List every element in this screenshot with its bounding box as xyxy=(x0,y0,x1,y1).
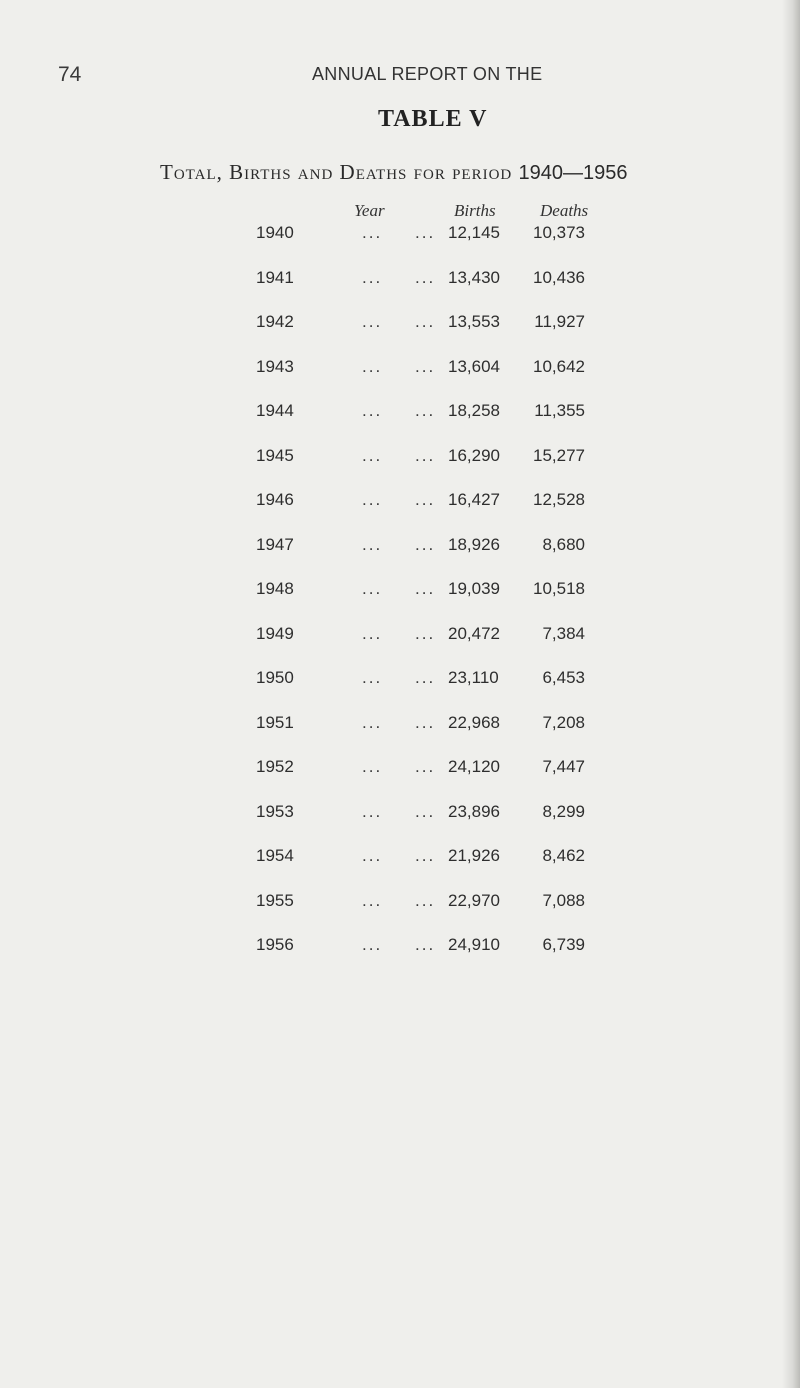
deaths-cell: 7,384 xyxy=(542,623,585,643)
leader-dots: ... xyxy=(415,534,436,554)
page-number: 74 xyxy=(58,63,82,86)
births-cell: 23,896 xyxy=(448,801,500,821)
year-cell: 1941 xyxy=(256,267,294,287)
leader-dots: ... xyxy=(415,312,436,331)
table-row xyxy=(0,445,800,490)
table-row xyxy=(0,489,800,534)
leader-dots: ... xyxy=(415,846,436,865)
table-row xyxy=(0,356,800,401)
leader-dots: ... xyxy=(415,935,436,954)
deaths-cell: 8,680 xyxy=(542,534,585,554)
births-cell: 13,553 xyxy=(448,312,500,331)
deaths-cell: 10,436 xyxy=(533,267,585,287)
data-table-body xyxy=(0,222,800,979)
deaths-cell: 11,927 xyxy=(534,312,585,331)
leader-dots: ... xyxy=(415,623,436,643)
leader-dots: ... xyxy=(362,935,383,954)
births-cell: 21,926 xyxy=(448,846,500,865)
deaths-cell: 7,208 xyxy=(542,712,585,732)
births-cell: 22,970 xyxy=(448,890,500,910)
leader-dots: ... xyxy=(362,267,383,287)
deaths-cell: 8,462 xyxy=(542,846,585,865)
leader-dots: ... xyxy=(362,801,383,821)
table-row xyxy=(0,934,800,979)
leader-dots: ... xyxy=(415,801,436,821)
leader-dots: ... xyxy=(415,579,436,598)
table-row xyxy=(0,578,800,623)
column-header-deaths: Deaths xyxy=(540,201,589,220)
year-cell: 1944 xyxy=(256,401,294,420)
deaths-cell: 15,277 xyxy=(533,445,585,465)
deaths-cell: 8,299 xyxy=(542,801,585,821)
year-cell: 1951 xyxy=(256,712,294,732)
year-cell: 1954 xyxy=(256,846,294,865)
leader-dots: ... xyxy=(362,846,383,865)
deaths-cell: 10,373 xyxy=(533,223,585,242)
deaths-cell: 7,088 xyxy=(542,890,585,910)
year-cell: 1940 xyxy=(256,223,294,242)
year-cell: 1943 xyxy=(256,356,294,376)
births-cell: 18,258 xyxy=(448,401,500,420)
leader-dots: ... xyxy=(362,668,383,687)
leader-dots: ... xyxy=(415,445,436,465)
caption-text: Total, Births and Deaths for period xyxy=(160,160,513,184)
leader-dots: ... xyxy=(362,401,383,420)
births-cell: 13,430 xyxy=(448,267,500,287)
year-cell: 1948 xyxy=(256,579,294,598)
births-cell: 16,427 xyxy=(448,490,500,509)
leader-dots: ... xyxy=(415,490,436,509)
leader-dots: ... xyxy=(415,712,436,732)
deaths-cell: 11,355 xyxy=(534,401,585,420)
births-cell: 20,472 xyxy=(448,623,500,643)
leader-dots: ... xyxy=(362,356,383,376)
births-cell: 12,145 xyxy=(448,223,500,242)
year-cell: 1942 xyxy=(256,312,294,331)
deaths-cell: 7,447 xyxy=(542,757,585,776)
table-row xyxy=(0,222,800,267)
leader-dots: ... xyxy=(415,356,436,376)
table-row xyxy=(0,801,800,846)
births-cell: 18,926 xyxy=(448,534,500,554)
leader-dots: ... xyxy=(415,890,436,910)
births-cell: 19,039 xyxy=(448,579,500,598)
year-cell: 1947 xyxy=(256,534,294,554)
column-header-year: Year xyxy=(354,201,385,220)
leader-dots: ... xyxy=(362,890,383,910)
column-header-births: Births xyxy=(454,201,496,220)
table-row xyxy=(0,667,800,712)
table-row xyxy=(0,534,800,579)
table-row xyxy=(0,890,800,935)
table-caption xyxy=(160,160,627,185)
leader-dots: ... xyxy=(415,668,436,687)
table-row xyxy=(0,845,800,890)
table-row xyxy=(0,712,800,757)
births-cell: 24,120 xyxy=(448,757,500,776)
year-cell: 1953 xyxy=(256,801,294,821)
leader-dots: ... xyxy=(415,401,436,420)
year-cell: 1950 xyxy=(256,668,294,687)
year-cell: 1949 xyxy=(256,623,294,643)
leader-dots: ... xyxy=(362,223,383,242)
leader-dots: ... xyxy=(362,757,383,776)
births-cell: 23,110 xyxy=(448,668,499,687)
births-cell: 13,604 xyxy=(448,356,500,376)
deaths-cell: 10,642 xyxy=(533,356,585,376)
leader-dots: ... xyxy=(415,267,436,287)
births-cell: 24,910 xyxy=(448,935,500,954)
year-cell: 1955 xyxy=(256,890,294,910)
table-row xyxy=(0,400,800,445)
table-title: TABLE V xyxy=(378,106,488,132)
table-row xyxy=(0,623,800,668)
leader-dots: ... xyxy=(415,757,436,776)
deaths-cell: 10,518 xyxy=(533,579,585,598)
table-row xyxy=(0,756,800,801)
deaths-cell: 6,739 xyxy=(542,935,585,954)
leader-dots: ... xyxy=(362,312,383,331)
leader-dots: ... xyxy=(362,623,383,643)
deaths-cell: 12,528 xyxy=(533,490,585,509)
year-cell: 1945 xyxy=(256,445,294,465)
leader-dots: ... xyxy=(362,445,383,465)
caption-years: 1940—1956 xyxy=(518,162,628,184)
table-row xyxy=(0,267,800,312)
running-head: ANNUAL REPORT ON THE xyxy=(312,64,543,84)
deaths-cell: 6,453 xyxy=(542,668,585,687)
leader-dots: ... xyxy=(362,579,383,598)
leader-dots: ... xyxy=(362,534,383,554)
table-row xyxy=(0,311,800,356)
year-cell: 1946 xyxy=(256,490,294,509)
year-cell: 1952 xyxy=(256,757,294,776)
leader-dots: ... xyxy=(362,712,383,732)
leader-dots: ... xyxy=(362,490,383,509)
births-cell: 16,290 xyxy=(448,445,500,465)
births-cell: 22,968 xyxy=(448,712,500,732)
leader-dots: ... xyxy=(415,223,436,242)
year-cell: 1956 xyxy=(256,935,294,954)
